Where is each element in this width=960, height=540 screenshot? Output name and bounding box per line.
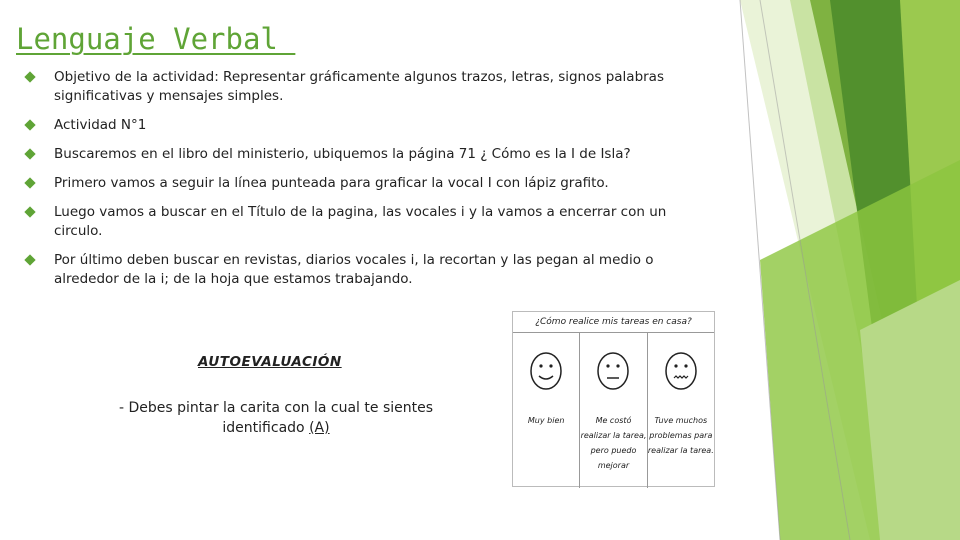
- diamond-bullet-icon: [24, 119, 35, 130]
- diamond-bullet-icon: [24, 148, 35, 159]
- diamond-bullet-icon: [24, 206, 35, 217]
- bullet-trace-line: [24, 174, 694, 193]
- bullet-search-book: [24, 145, 694, 164]
- diamond-bullet-icon: [24, 71, 35, 82]
- face-option-happy[interactable]: [513, 333, 580, 488]
- faces-card-header: ¿Cómo realice mis tareas en casa?: [513, 312, 714, 333]
- self-assessment-instruction: [86, 398, 466, 438]
- bullet-text: Buscaremos en el libro del ministerio, ubiquemos la página 71 ¿ Cómo es la I de Isla?: [54, 146, 631, 162]
- activity-bullet-list: [24, 68, 694, 299]
- bullet-circle-vowels: [24, 203, 694, 241]
- worried-face-icon: [664, 351, 698, 391]
- instruction-answer: (A): [309, 420, 330, 436]
- face-option-neutral[interactable]: [580, 333, 647, 488]
- happy-face-icon: [529, 351, 563, 391]
- bullet-text: Actividad N°1: [54, 117, 147, 133]
- face-option-label: Me costó realizar la tarea, pero puedo mejorar: [580, 416, 647, 470]
- bullet-activity-number: [24, 116, 694, 135]
- bullet-text: Luego vamos a buscar en el Título de la pagina, las vocales i y la vamos a encerrar con un circulo.: [54, 204, 667, 239]
- bullet-objective: [24, 68, 694, 106]
- diamond-bullet-icon: [24, 177, 35, 188]
- faces-grid: [513, 333, 714, 488]
- bullet-text: Por último deben buscar en revistas, diarios vocales i, la recortan y las pegan al medio o alrededor de la i; de la hoja que estamos trabajando.: [54, 252, 654, 287]
- instruction-text: - Debes pintar la carita con la cual te sientes identificado: [118, 400, 434, 436]
- neutral-face-icon: [596, 351, 630, 391]
- slide-title: Lenguaje Verbal: [16, 22, 296, 56]
- self-assessment-title: AUTOEVALUACIÓN: [198, 354, 342, 370]
- faces-card: [512, 311, 715, 487]
- face-option-worried[interactable]: [648, 333, 714, 488]
- face-option-label: Muy bien: [527, 416, 565, 425]
- bullet-text: Primero vamos a seguir la línea punteada para graficar la vocal I con lápiz grafito.: [54, 175, 609, 191]
- bullet-cut-and-paste: [24, 251, 694, 289]
- diamond-bullet-icon: [24, 254, 35, 265]
- bullet-text: Objetivo de la actividad: Representar gráficamente algunos trazos, letras, signos palabras significativas y mensajes simples.: [54, 69, 664, 104]
- face-option-label: Tuve muchos problemas para realizar la tarea.: [647, 416, 714, 455]
